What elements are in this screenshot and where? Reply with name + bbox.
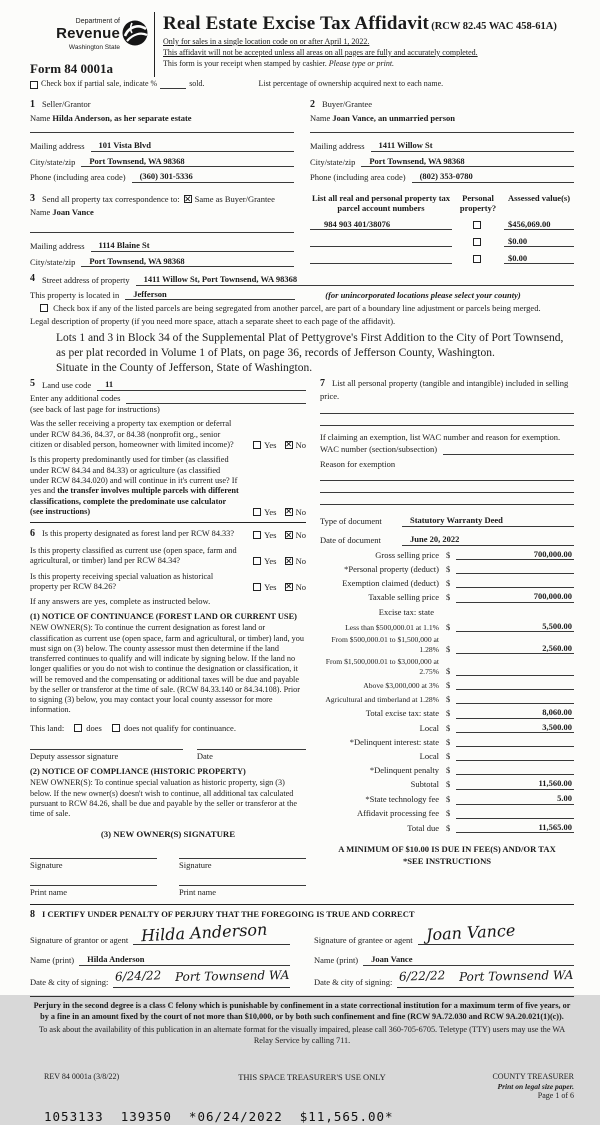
money-row: From $500,000.01 to $1,500,000 at 1.28% $ 2,560.00 [331, 635, 572, 654]
section-8-certification: 8 I CERTIFY UNDER PENALTY OF PERJURY THAT THE FOREGOING IS TRUE AND CORRECT Signature of grantor or agent Hilda Anderson Name (print) Hilda Anderson Date & city of signing: 6/24/22 Port Townsend WA Signature of grantee or agent Joan Vance Name (print) Joan Vance Date & city of signing: 6/22/22 Port Townsend WA [30, 904, 574, 988]
agricultural-tax-field[interactable] [456, 693, 574, 704]
seller-grantor-label: Seller/Grantor [42, 98, 91, 109]
print-legal-note: Print on legal size paper. [497, 1082, 574, 1092]
seller-buyer-row [30, 99, 574, 183]
affidavit-processing-fee-field[interactable] [456, 808, 574, 819]
money-row: Total due $ 11,565.00 [407, 821, 572, 833]
new-owner-signature-lines [30, 858, 306, 871]
money-row: Less than $500,000.01 at 1.1% $ 5,500.00 [345, 620, 572, 632]
header-note-1: Only for sales in a single location code on or after April 1, 2022. [163, 36, 370, 46]
money-row: Local $ 3,500.00 [419, 721, 572, 733]
buyer-grantee-label: Buyer/Grantee [322, 98, 373, 109]
taxable-selling-price-field[interactable]: 700,000.00 [456, 591, 574, 603]
washington-state-label: Washington State [68, 43, 120, 51]
buyer-mailing-value[interactable]: 1411 Willow St [371, 140, 574, 152]
no-checkbox[interactable] [285, 441, 293, 449]
grantee-sig-label: Signature of grantee or agent [314, 934, 413, 945]
personal-property-checkbox[interactable] [473, 255, 481, 263]
personal-property-field[interactable] [320, 402, 574, 414]
revenue-label: Revenue [56, 24, 120, 42]
total-excise-state-field[interactable]: 8,060.00 [456, 707, 574, 719]
personal-property-intro: 7 List all personal property (tangible and intangible) included in selling price. [320, 378, 569, 401]
grantor-signature-block: Signature of grantor or agent Hilda Anderson Name (print) Hilda Anderson Date & city of signing: 6/24/22 Port Townsend WA [30, 919, 290, 988]
money-row: Agricultural and timberland at 1.28% $ [320, 693, 574, 704]
deputy-assessor-date-line[interactable]: Date [197, 749, 306, 762]
header [30, 12, 574, 77]
assessed-value-field[interactable]: $456,069.00 [504, 219, 574, 231]
same-as-buyer-checkbox[interactable] [184, 195, 192, 203]
forest-land-question: 6 Is this property designated as forest land per RCW 84.33? Yes ✕ No [30, 528, 306, 541]
deputy-assessor-signature-line[interactable]: Deputy assessor signature [30, 749, 183, 762]
money-row: *State technology fee $ 5.00 [365, 793, 572, 804]
new-owners-signature-title: (3) NEW OWNER(S) SIGNATURE [100, 829, 236, 840]
parcel-number-field[interactable]: 984 903 401/38076 [310, 219, 452, 231]
additional-codes-field[interactable] [126, 394, 306, 404]
personal-property-field[interactable] [320, 414, 574, 426]
partial-sale-label: Check box if partial sale, indicate % [41, 78, 158, 88]
section-1-seller: 1 Seller/Grantor Name Hilda Anderson, as her separate estate Mailing address 101 Vista Blvd City/state/zip Port Townsend, WA 98368 Phone (including area code) (360) 301-5336 [30, 99, 294, 183]
section-5-6-column: 5 Land use code 11 Enter any additional codes (see back of last page for instructions) Was the seller receiving a property tax exemption or deferral under RCW 84.36, 84.37, or 84.38 (nonprofit org., senior citizen or disabled person, homeowner with limited income)? Yes ✕ No Is this property predominantly used for timber (as classified under RCW 84.34 and 84.33) or agriculture (as classified under RCW 84.34.020) and will continue in it's current use? If yes and the transfer involves multiple parcels with different classifications, complete the predominate use calculator (see instructions) Yes ✕ No 6 Is this property designated as forest land per RCW 84.33? Yes ✕ No Is this property classified as current use (open space, farm and agricultural, or timber) land per RCW 84.34? Yes ✕ No Is this property receiving special valuation as historical property per RCW 84.26? Yes ✕ No If any answers are yes, complete as instructed below. (1) NOTICE OF CONTINUANCE (FOREST LAND OR CURRENT USE) NEW OWNER(S): To continue the current designation as forest land or classification as current use (open space, farm and agricultural, or timber) land, you must sign on (3) below. The county assessor must then determine if the land transferred continues to qualify and will indicate by signing below. If the land no longer qualifies or you do not wish to continue the designation or classification, it will be removed and the compensating or additional taxes will be due and payable by the seller or transferor at the time of sale. (RCW 84.33.140 or 84.34.108). Prior to signing (3) below, you may contact your local county assessor for more information. This land: does does not qualify for continuance. Deputy assessor signature Date (2) NOTICE OF COMPLIANCE (HISTORIC PROPERTY) NEW OWNER(S): To continue special valuation as historic property, sign (3) below. If the new owner(s) doesn't wish to continue, all additional tax calculated pursuant to RCW 84.26, shall be due and payable by the seller or transferor at the time of sale. (3) NEW OWNER(S) SIGNATURE Signature Signature Print name Print name [30, 378, 306, 897]
ownership-note: List percentage of ownership acquired next to each name. [258, 78, 444, 88]
dept-of-label: Department of [75, 18, 120, 25]
yes-no-group: Yes ✕ No [247, 556, 306, 567]
correspondence-city-value[interactable]: Port Townsend, WA 98368 [81, 256, 294, 268]
section-3-correspondence: 3 Send all property tax correspondence to: ✕ Same as Buyer/Grantee Name Joan Vance Mailing address 1114 Blaine St City/state/zip Port Townsend, WA 98368 [30, 193, 294, 267]
no-checkbox[interactable] [285, 557, 293, 565]
partial-sale-suffix: sold. [189, 78, 205, 88]
money-row: Local $ [320, 750, 574, 761]
header-title-block [154, 12, 574, 77]
seller-name-value: Hilda Anderson, as her separate estate [52, 113, 192, 124]
total-due-field[interactable]: 11,565.00 [456, 822, 574, 834]
accessibility-text: To ask about the availability of this publication in an alternate format for the visually impaired, please call 360-705-6705. Teletype (TTY) users may use the WA Relay Service by calling 711. [38, 1024, 566, 1046]
yes-checkbox[interactable] [253, 583, 261, 591]
correspondence-mailing-value[interactable]: 1114 Blaine St [91, 240, 294, 252]
exemption-question: Was the seller receiving a property tax exemption or deferral under RCW 84.36, 84.37, or 84.38 (nonprofit org., senior citizen or disabled person, homeowner with limited income)? Yes ✕ No [30, 419, 306, 450]
notice-continuance-title: (1) NOTICE OF CONTINUANCE (FOREST LAND OR CURRENT USE) [30, 611, 297, 621]
form-number: Form 84 0001a [30, 60, 114, 76]
reason-exemption-field[interactable] [320, 481, 574, 493]
personal-property-checkbox[interactable] [473, 221, 481, 229]
historic-question: Is this property receiving special valuation as historical property per RCW 84.26? Yes ✕ No [30, 572, 306, 593]
money-row: *Delinquent interest: state $ [320, 736, 574, 747]
reason-exemption-label: Reason for exemption [320, 458, 396, 469]
money-row: Above $3,000,000 at 3% $ [320, 679, 574, 690]
claiming-exemption-note: If claiming an exemption, list WAC number and reason for exemption. [320, 431, 561, 442]
doc-date-value[interactable]: June 20, 2022 [402, 534, 574, 546]
reason-exemption-field[interactable] [320, 493, 574, 505]
section-6-divider [30, 522, 306, 523]
money-row: *Delinquent penalty $ [320, 764, 574, 775]
seller-city-value[interactable]: Port Townsend, WA 98368 [81, 156, 294, 168]
money-row: Affidavit processing fee $ [320, 808, 574, 819]
yes-no-group: Yes ✕ No [247, 507, 306, 518]
personal-property-checkbox[interactable] [473, 238, 481, 246]
tier1-tax-field[interactable]: 5,500.00 [456, 621, 574, 633]
dor-logo-wordmark [56, 18, 120, 52]
correspondence-parcels-row [30, 193, 574, 267]
street-address-label: Street address of property [42, 275, 130, 286]
does-checkbox[interactable] [74, 724, 82, 732]
tier3-tax-field[interactable] [456, 665, 574, 676]
additional-codes-label: Enter any additional codes [30, 392, 121, 403]
yes-checkbox[interactable] [253, 441, 261, 449]
legal-description-label: Legal description of property (if you need more space, attach a separate sheet to each page of the affidavit). [30, 316, 396, 326]
doc-date-label: Date of document [320, 535, 381, 546]
treasurer-use-label: THIS SPACE TREASURER'S USE ONLY [238, 1072, 386, 1083]
grantor-handwritten-date: 6/24/22 [115, 968, 162, 984]
partial-sale-checkbox[interactable] [30, 81, 38, 89]
notice-continuance-text: NEW OWNER(S): To continue the current designation as forest land or classification as current use (open space, farm and agricultural, or timber) land, you must sign on (3) below. The county assessor must then determine if the land transferred continues to qualify and will indicate by signing below. If the land no longer qualifies or you do not wish to continue the designation or classification, it will be removed and the compensating or additional taxes will be due and payable by the seller or transferor at the time of sale. (RCW 84.33.140 or 84.34.108). Prior to signing (3) below, you may contact your local county assessor for more information. [30, 623, 304, 715]
state-technology-fee-field[interactable]: 5.00 [456, 793, 574, 805]
main-columns [30, 378, 574, 897]
seller-name-line [30, 132, 294, 133]
does-not-checkbox[interactable] [112, 724, 120, 732]
buyer-phone-value[interactable]: (802) 353-0780 [412, 171, 574, 183]
land-use-value[interactable]: 11 [97, 379, 306, 391]
no-checkbox[interactable] [285, 583, 293, 591]
notice-compliance-title: (2) NOTICE OF COMPLIANCE (HISTORIC PROPERTY) [30, 766, 246, 776]
segregated-label: Check box if any of the listed parcels are being segregated from another parcel, are part of a boundary line adjustment or parcels being merged. [53, 303, 541, 314]
section-7-column [306, 378, 574, 897]
perjury-text: Perjury in the second degree is a class C felony which is punishable by confinement in a state correctional institution for a maximum term of five years, or by a fine in an amount fixed by the court of not more than $10,000, or by both such confinement and fine (RCW 9A.72.030 and RCW 9A.20.021(1)(c)). [33, 1000, 571, 1021]
grantor-signature-line[interactable] [133, 919, 290, 946]
type-or-print-note: Please type or print. [328, 58, 395, 68]
parcel-row [310, 247, 574, 264]
certify-statement: I CERTIFY UNDER PENALTY OF PERJURY THAT THE FOREGOING IS TRUE AND CORRECT [42, 908, 415, 919]
minimum-due-note: A MINIMUM OF $10.00 IS DUE IN FEE(S) AND/OR TAX *SEE INSTRUCTIONS [338, 844, 556, 867]
money-row: *Personal property (deduct) $ [320, 563, 574, 574]
page-indicator: Page 1 of 6 [537, 1091, 574, 1101]
correspondence-label: Send all property tax correspondence to: [42, 193, 180, 204]
wac-number-label: WAC number (section/subsection) [320, 444, 438, 455]
grantor-printed-name[interactable]: Hilda Anderson [79, 954, 290, 966]
if-yes-note: If any answers are yes, complete as instructed below. [30, 596, 211, 607]
assessed-value-field[interactable]: $0.00 [504, 236, 574, 248]
seller-mailing-value[interactable]: 101 Vista Blvd [91, 140, 294, 152]
parcel-table [310, 193, 574, 267]
assessed-value-field[interactable]: $0.00 [504, 253, 574, 265]
partial-sale-row [30, 79, 574, 89]
personal-property-deduct-field[interactable] [456, 563, 574, 574]
street-address-value[interactable]: 1411 Willow St, Port Townsend, WA 98368 [136, 274, 574, 286]
money-row: Exemption claimed (deduct) $ [320, 577, 574, 588]
grantor-date-city-line[interactable] [113, 967, 290, 988]
rev-form-number: REV 84 0001a (3/8/22) [44, 1072, 120, 1082]
current-use-question: Is this property classified as current use (open space, farm and agricultural, or timber) land per RCW 84.34? Yes ✕ No [30, 546, 306, 567]
timber-question: Is this property predominantly used for timber (as classified under RCW 84.34 and 84.33) or agriculture (as classified under RCW 84.34.020) and will continue in it's current use? If yes and the transfer involves multiple parcels with different classifications, complete the predominate use calculator (see instructions) Yes ✕ No [30, 455, 306, 517]
page-title: Real Estate Excise Tax Affidavit [163, 13, 430, 34]
segregated-checkbox[interactable] [40, 304, 48, 312]
subtotal-field[interactable]: 11,560.00 [456, 778, 574, 790]
header-note-3: This form is your receipt when stamped by cashier. Please type or print. [163, 58, 395, 68]
yes-checkbox[interactable] [253, 508, 261, 516]
buyer-city-value[interactable]: Port Townsend, WA 98368 [361, 156, 574, 168]
treasurer-stamp: 1053133 139350 *06/24/2022 $11,565.00* [44, 1109, 394, 1125]
unincorporated-note: (for unincorporated locations please select your county) [325, 289, 521, 300]
personal-property-header: Personal property? [459, 192, 497, 214]
yes-no-group: Yes ✕ No [247, 440, 306, 451]
same-as-buyer-label: Same as Buyer/Grantee [194, 193, 275, 204]
yes-checkbox[interactable] [253, 531, 261, 539]
perjury-notice [30, 996, 574, 1046]
gross-selling-price-field[interactable]: 700,000.00 [456, 549, 574, 561]
title-rcw-reference: (RCW 82.45 WAC 458-61A) [431, 21, 557, 32]
parcel-row [310, 213, 574, 230]
county-treasurer-label: COUNTY TREASURER [492, 1072, 574, 1082]
money-row: From $1,500,000.01 to $3,000,000 at 2.75% $ [320, 657, 574, 676]
this-land-row: This land: does does not qualify for continuance. [30, 722, 236, 733]
grantor-handwritten-city: Port Townsend WA [175, 967, 290, 984]
see-back-note: (see back of last page for instructions) [30, 403, 160, 414]
new-owner-print-line[interactable]: Print name [30, 885, 157, 898]
grantor-handwritten-signature: Hilda Anderson [140, 919, 269, 946]
delinquent-interest-local-field[interactable] [456, 750, 574, 761]
money-row: Subtotal $ 11,560.00 [410, 778, 572, 790]
seller-phone-value[interactable]: (360) 301-5336 [132, 171, 294, 183]
grantee-handwritten-city: Port Townsend WA [459, 967, 574, 984]
grantor-sig-label: Signature of grantor or agent [30, 934, 129, 945]
money-row: Taxable selling price $ 700,000.00 [368, 591, 572, 603]
land-use-label: Land use code [42, 380, 92, 391]
new-owner-print-lines [30, 885, 306, 898]
yes-no-group: Yes ✕ No [247, 530, 306, 541]
money-row: Total excise tax: state $ 8,060.00 [365, 707, 572, 719]
assessed-values-header: Assessed value(s) [507, 192, 571, 203]
money-row: Gross selling price $ 700,000.00 [375, 548, 572, 560]
correspondence-name-line [30, 232, 294, 233]
parcel-row [310, 230, 574, 247]
tier4-tax-field[interactable] [456, 679, 574, 690]
buyer-name-value: Joan Vance, an unmarried person [332, 113, 455, 124]
reason-exemption-field[interactable] [320, 469, 574, 481]
grantee-handwritten-date: 6/22/22 [399, 968, 446, 984]
delinquent-penalty-field[interactable] [456, 764, 574, 775]
doc-type-label: Type of document [320, 516, 382, 527]
header-note-2: This affidavit will not be accepted unless all areas on all pages are fully and accurately completed. [163, 47, 478, 57]
revenue-swirl-icon [122, 20, 148, 46]
notice-compliance-text: NEW OWNER(S): To continue special valuation as historic property, sign (3) below. If the new owner(s) doesn't wish to continue, all additional tax calculated pursuant to RCW 84.26, shall be due and payable by the seller or transferor at the time of sale. [30, 778, 298, 819]
county-value[interactable]: Jefferson [125, 289, 295, 301]
correspondence-name-value: Joan Vance [52, 207, 94, 218]
exemption-claimed-field[interactable] [456, 577, 574, 588]
buyer-name-line [310, 132, 574, 133]
wac-number-field[interactable] [443, 445, 574, 455]
doc-type-value[interactable]: Statutory Warranty Deed [402, 515, 574, 527]
deputy-assessor-row [30, 749, 306, 762]
parcel-numbers-header: List all real and personal property tax parcel account numbers [311, 192, 451, 214]
delinquent-interest-state-field[interactable] [456, 736, 574, 747]
parcel-number-field[interactable] [310, 246, 452, 247]
grantee-date-city-line[interactable] [397, 967, 574, 988]
new-owner-signature-line[interactable]: Signature [179, 858, 306, 871]
grantee-handwritten-signature: Joan Vance [425, 920, 516, 945]
local-tax-field[interactable]: 3,500.00 [456, 722, 574, 734]
grantee-signature-block: Signature of grantee or agent Joan Vance Name (print) Joan Vance Date & city of signing: 6/22/22 Port Townsend WA [314, 920, 574, 988]
tier2-tax-field[interactable]: 2,560.00 [456, 643, 574, 655]
no-checkbox[interactable] [285, 531, 293, 539]
section-4-property: 4 Street address of property 1411 Willow St, Port Townsend, WA 98368 This property is located in Jefferson (for unincorporated locations please select your county) Check box if any of the listed parcels are being segregated from another parcel, are part of a boundary line adjustment or parcels being merged. Legal description of property (if you need more space, attach a separate sheet to each page of the affidavit). Lots 1 and 3 in Block 34 of the Supplemental Plat of Pettygrove's First Addition to the City of Port Townsend, as per plat recorded in Volume 1 of Plats, on page 36, records of Jefferson County, Washington. Situate in the County of Jefferson, State of Washington. [30, 273, 574, 375]
county-treasurer-block [424, 1072, 574, 1101]
located-in-label: This property is located in [30, 289, 120, 300]
grantee-signature-line[interactable] [418, 920, 574, 945]
section-2-buyer: 2 Buyer/Grantee Name Joan Vance, an unmarried person Mailing address 1411 Willow St City/state/zip Port Townsend, WA 98368 Phone (including area code) (802) 353-0780 [310, 99, 574, 183]
yes-no-group: Yes ✕ No [247, 582, 306, 593]
grantee-printed-name[interactable]: Joan Vance [363, 954, 574, 966]
parcel-table-header [310, 193, 574, 213]
dor-logo-block [30, 12, 148, 77]
new-owner-print-line[interactable]: Print name [179, 885, 306, 898]
excise-tax-state-header: Excise tax: state [378, 606, 434, 617]
yes-checkbox[interactable] [253, 557, 261, 565]
footer [30, 1072, 574, 1101]
no-checkbox[interactable] [285, 508, 293, 516]
legal-description-text: Lots 1 and 3 in Block 34 of the Supplemental Plat of Pettygrove's First Addition to the City of Port Townsend, as per plat recorded in Volume 1 of Plats, on page 36, records of Jefferson County, Washington. Situate in the County of Jefferson, State of Washington. [56, 331, 564, 374]
partial-sale-percent-field[interactable] [160, 79, 186, 89]
parcel-number-field[interactable] [310, 263, 452, 264]
new-owner-signature-line[interactable]: Signature [30, 858, 157, 871]
